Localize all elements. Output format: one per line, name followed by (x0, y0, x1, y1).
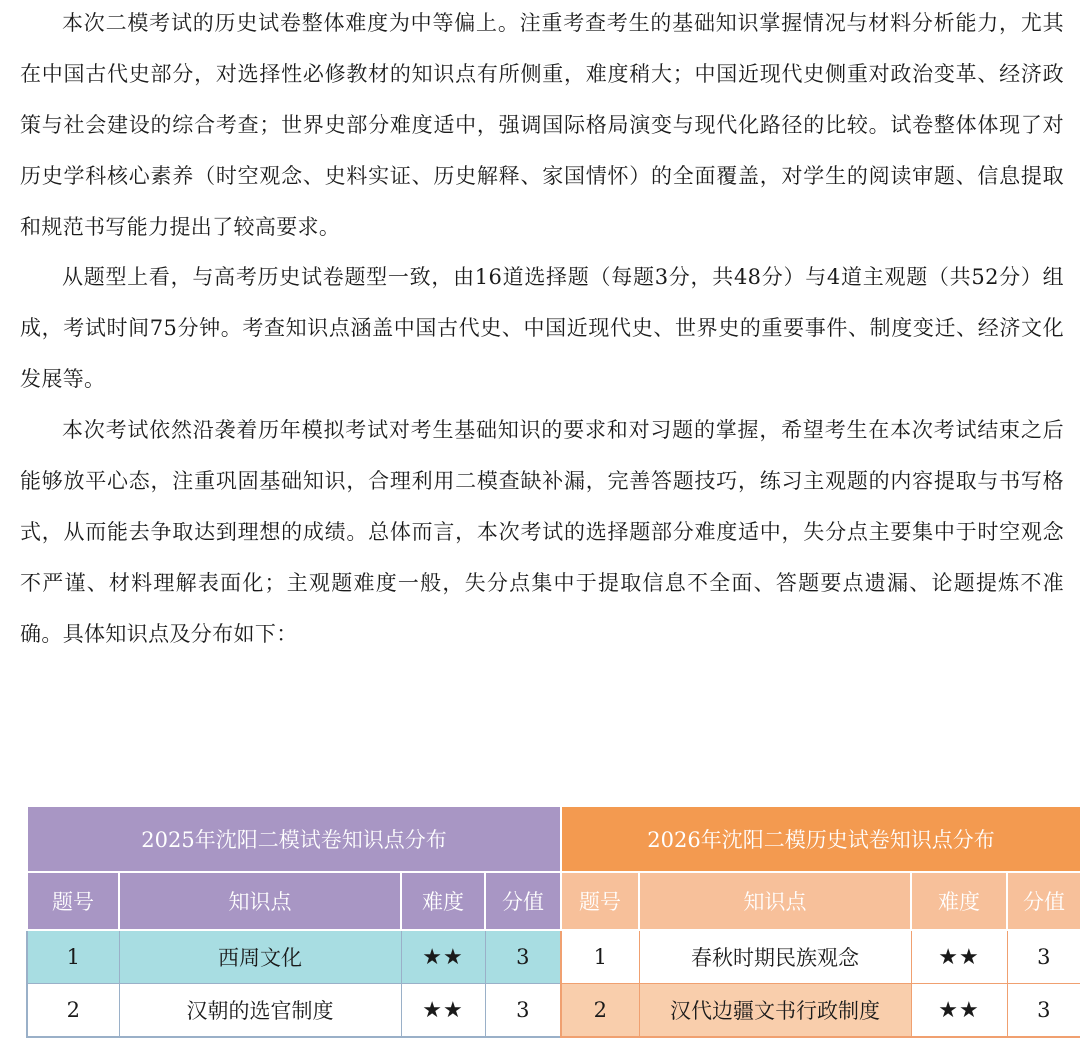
cell-question-number: 1 (561, 930, 639, 984)
cell-knowledge-point: 西周文化 (119, 930, 401, 984)
table-title: 2026年沈阳二模历史试卷知识点分布 (561, 806, 1080, 872)
question-types-paragraph: 从题型上看，与高考历史试卷题型一致，由16道选择题（每题3分，共48分）与4道主观题（共52分）组成，考试时间75分钟。考查知识点涵盖中国古代史、中国近现代史、世界史的重要事件、制度变迁、经济文化发展等。 (20, 265, 1064, 391)
header-difficulty: 难度 (911, 872, 1007, 930)
intro-paragraph: 本次二模考试的历史试卷整体难度为中等偏上。注重考查考生的基础知识掌握情况与材料分析能力，尤其在中国古代史部分，对选择性必修教材的知识点有所侧重，难度稍大；中国近现代史侧重对政治变革、经济政策与社会建设的综合考查；世界史部分难度适中，强调国际格局演变与现代化路径的比较。试卷整体体现了对历史学科核心素养（时空观念、史料实证、历史解释、家国情怀）的全面覆盖，对学生的阅读审题、信息提取和规范书写能力提出了较高要求。 (20, 11, 1064, 239)
header-score: 分值 (1007, 872, 1080, 930)
cell-score: 3 (485, 984, 561, 1038)
summary-paragraph: 本次考试依然沿袭着历年模拟考试对考生基础知识的要求和对习题的掌握，希望考生在本次考试结束之后能够放平心态，注重巩固基础知识，合理利用二模查缺补漏，完善答题技巧，练习主观题的内容提取与书写格式，从而能去争取达到理想的成绩。总体而言，本次考试的选择题部分难度适中，失分点主要集中于时空观念不严谨、材料理解表面化；主观题难度一般，失分点集中于提取信息不全面、答题要点遗漏、论题提炼不准确。具体知识点及分布如下： (20, 418, 1064, 646)
cell-score: 3 (485, 930, 561, 984)
cell-knowledge-point: 汉代边疆文书行政制度 (639, 984, 911, 1038)
table-2025-knowledge-distribution (26, 805, 562, 1038)
table-row (561, 930, 1080, 984)
cell-question-number: 2 (27, 984, 119, 1038)
cell-score: 3 (1007, 984, 1080, 1038)
table-title: 2025年沈阳二模试卷知识点分布 (27, 806, 561, 872)
table-2026-knowledge-distribution (560, 805, 1080, 1038)
cell-knowledge-point: 春秋时期民族观念 (639, 930, 911, 984)
cell-difficulty: ★★ (911, 930, 1007, 984)
header-question-number: 题号 (561, 872, 639, 930)
cell-question-number: 2 (561, 984, 639, 1038)
cell-knowledge-point: 汉朝的选官制度 (119, 984, 401, 1038)
header-knowledge-point: 知识点 (639, 872, 911, 930)
header-score: 分值 (485, 872, 561, 930)
header-difficulty: 难度 (401, 872, 485, 930)
table-row (27, 930, 561, 984)
cell-difficulty: ★★ (401, 930, 485, 984)
header-knowledge-point: 知识点 (119, 872, 401, 930)
cell-score: 3 (1007, 930, 1080, 984)
table-row (27, 984, 561, 1038)
cell-difficulty: ★★ (401, 984, 485, 1038)
cell-question-number: 1 (27, 930, 119, 984)
header-question-number: 题号 (27, 872, 119, 930)
cell-difficulty: ★★ (911, 984, 1007, 1038)
table-row (561, 984, 1080, 1038)
